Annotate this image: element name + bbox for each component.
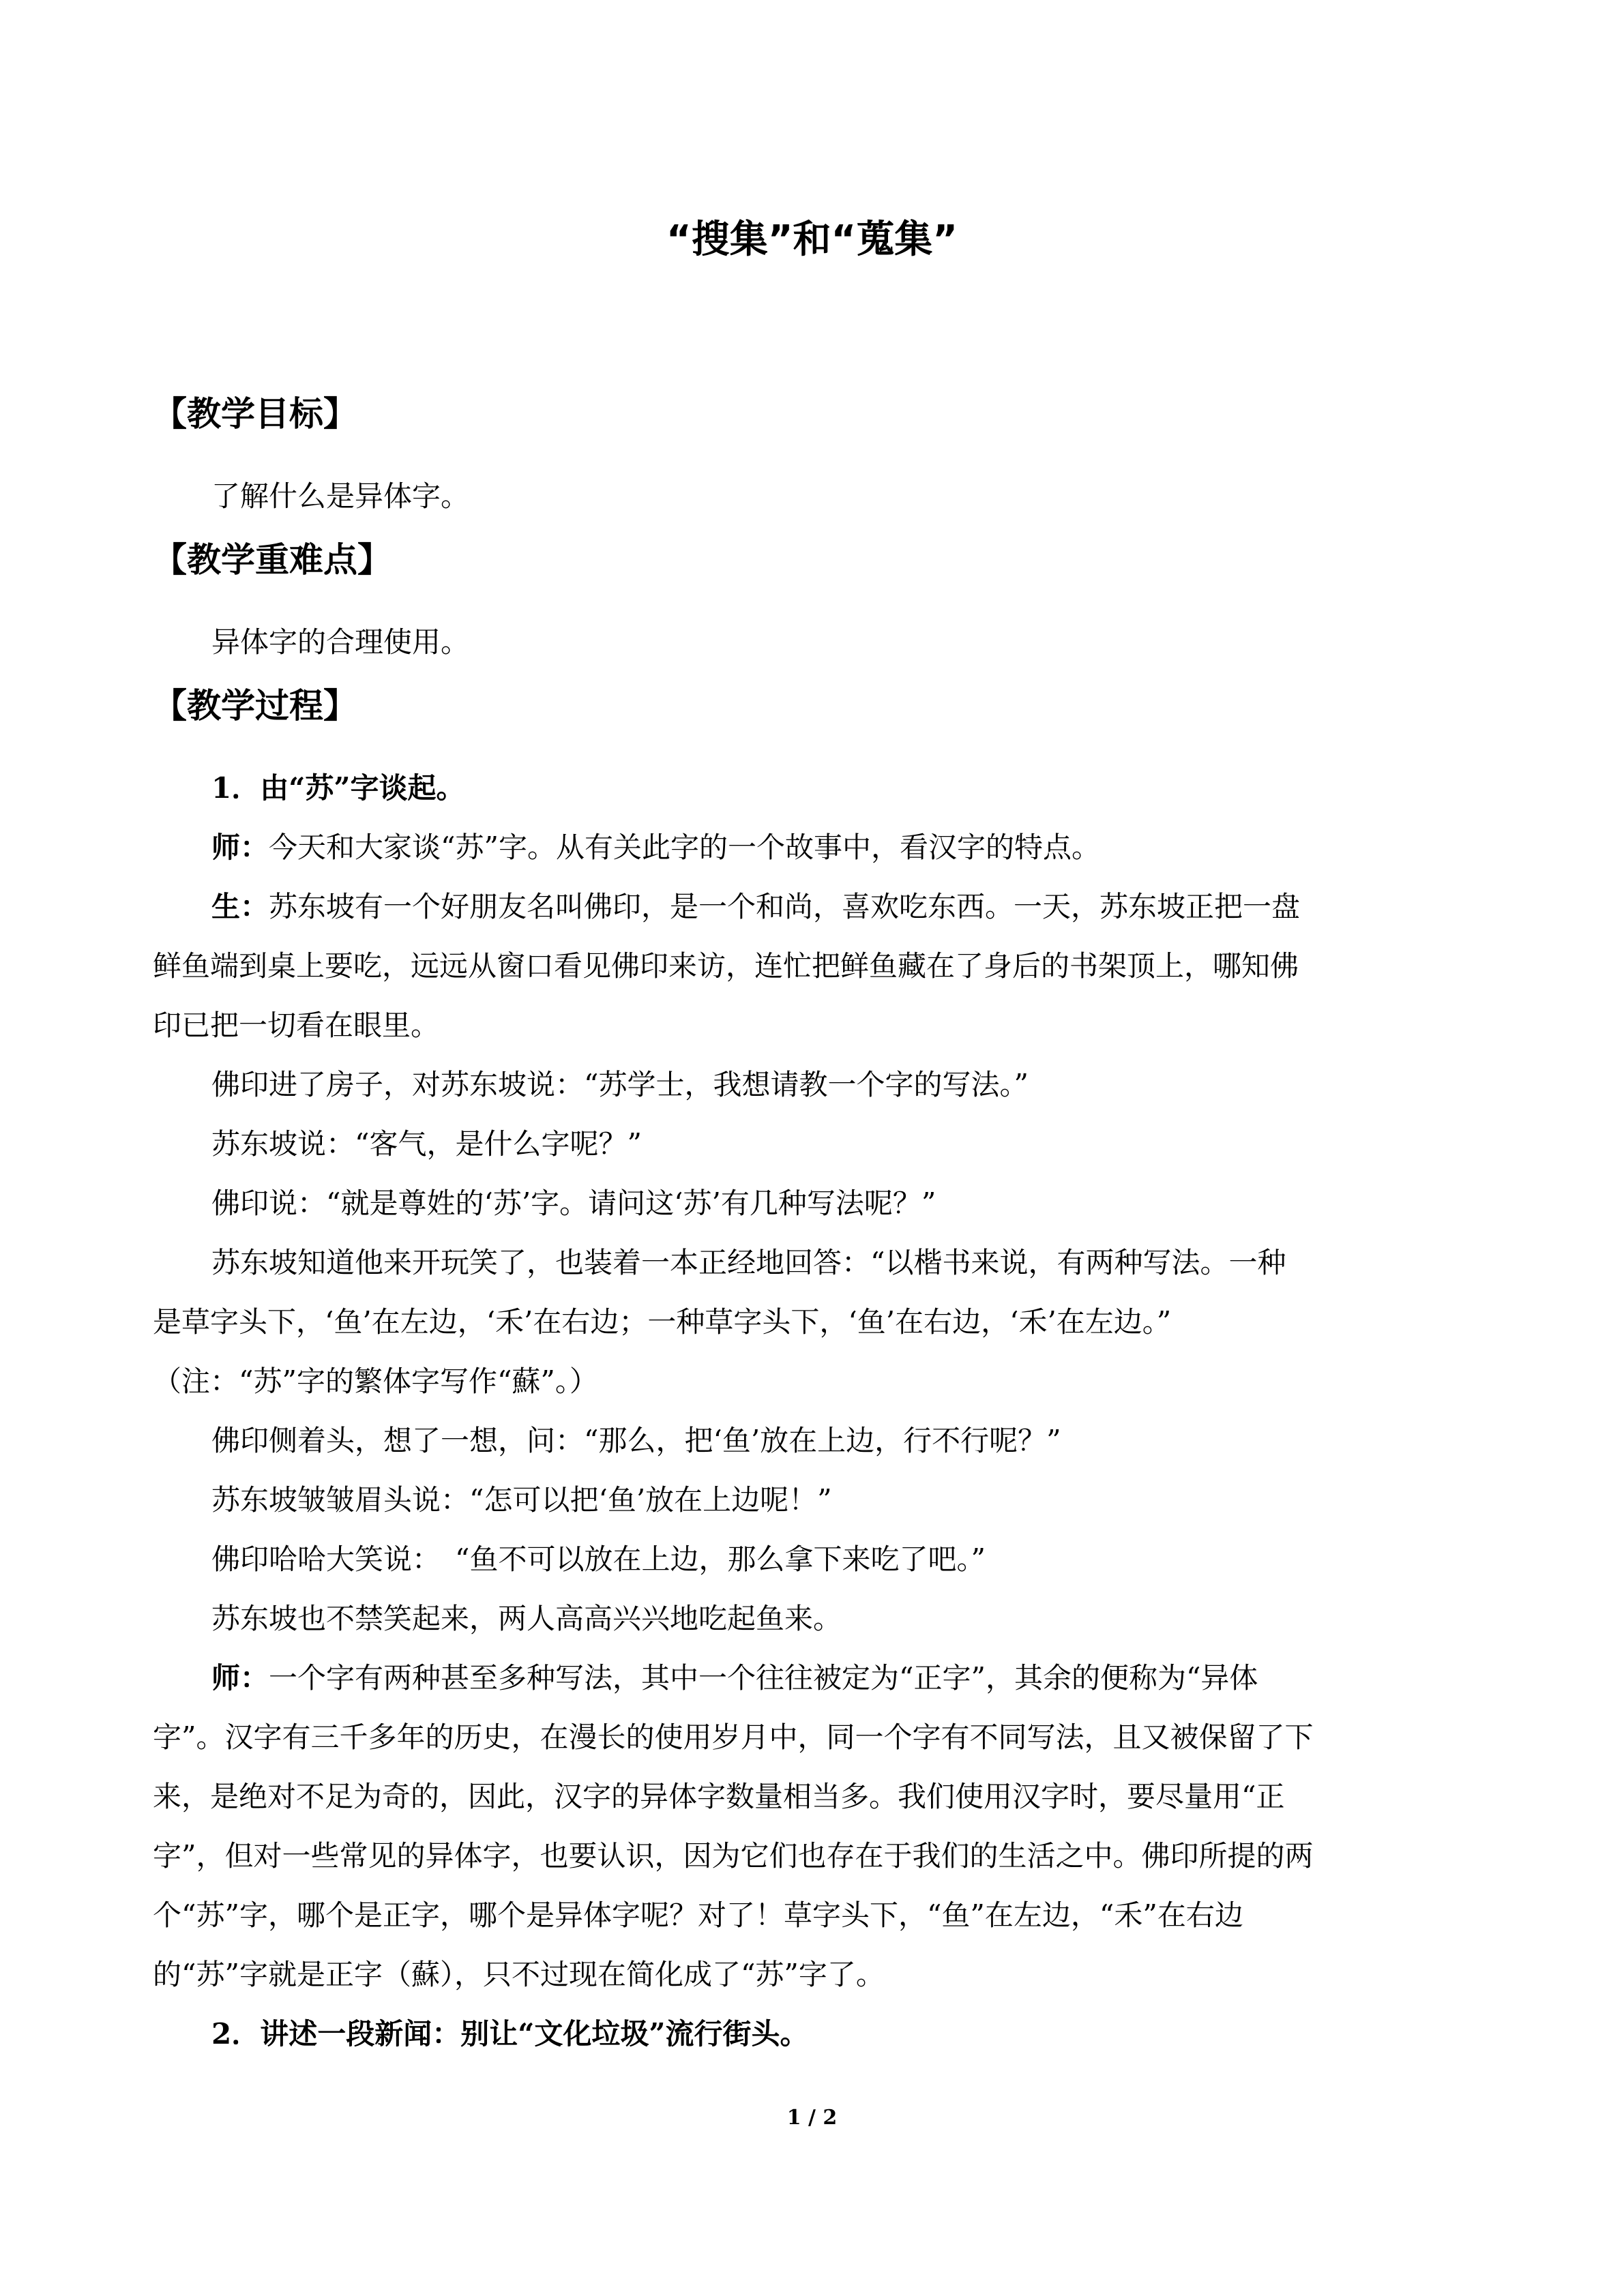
paragraph-teacher-2-line-5: 个“苏”字，哪个是正字，哪个是异体字呢？对了！草字头下，“鱼”在左边，“禾”在右边 — [153, 1898, 1243, 1932]
key-points-text: 异体字的合理使用。 — [211, 625, 470, 659]
heading-key-points: 【教学重难点】 — [153, 540, 392, 580]
paragraph-teacher-2-line-3: 来，是绝对不足为奇的，因此，汉字的异体字数量相当多。我们使用汉字时，要尽量用“正 — [153, 1780, 1285, 1813]
paragraph-dialogue-4-line-2: 是草字头下，‘鱼’在左边，‘禾’在右边；一种草字头下，‘鱼’在右边，‘禾’在左边。” — [153, 1305, 1172, 1339]
speaker-label: 生： — [211, 890, 269, 923]
page-number: 1 / 2 — [786, 2106, 838, 2130]
heading-teaching-goals: 【教学目标】 — [153, 394, 357, 434]
paragraph-dialogue-4-line-1: 苏东坡知道他来开玩笑了，也装着一本正经地回答：“以楷书来说，有两种写法。一种 — [211, 1246, 1286, 1279]
paragraph-teacher-2-line-2: 字”。汉字有三千多年的历史，在漫长的使用岁月中，同一个字有不同写法，且又被保留了下 — [153, 1720, 1314, 1754]
speaker-label: 师： — [211, 831, 269, 864]
paragraph-dialogue-6: 苏东坡皱皱眉头说：“怎可以把‘鱼’放在上边呢！” — [211, 1483, 832, 1517]
paragraph-student-line-2: 鲜鱼端到桌上要吃，远远从窗口看见佛印来访，连忙把鲜鱼藏在了身后的书架顶上，哪知佛 — [153, 949, 1299, 983]
section-1-title: 1．由“苏”字谈起。 — [211, 771, 465, 805]
teaching-goals-text: 了解什么是异体字。 — [211, 479, 470, 513]
paragraph-dialogue-7: 佛印哈哈大笑说： “鱼不可以放在上边，那么拿下来吃了吧。” — [211, 1542, 986, 1576]
paragraph-teacher-2-line-4: 字”，但对一些常见的异体字，也要认识，因为它们也存在于我们的生活之中。佛印所提的两 — [153, 1839, 1314, 1873]
paragraph-teacher-1 — [153, 818, 1456, 878]
paragraph-dialogue-5: 佛印侧着头，想了一想，问：“那么，把‘鱼’放在上边，行不行呢？” — [211, 1424, 1061, 1457]
heading-teaching-process: 【教学过程】 — [153, 686, 357, 726]
speaker-label: 师： — [211, 1661, 269, 1695]
paragraph-text: 今天和大家谈“苏”字。从有关此字的一个故事中，看汉字的特点。 — [269, 831, 1100, 864]
paragraph-teacher-2-line-1 — [153, 1648, 1456, 1708]
page-title: “搜集”和“蒐集” — [666, 218, 958, 262]
paragraph-text: 苏东坡有一个好朋友名叫佛印，是一个和尚，喜欢吃东西。一天，苏东坡正把一盘 — [269, 890, 1301, 923]
paragraph-student-line-1 — [153, 877, 1456, 937]
paragraph-student-line-3: 印已把一切看在眼里。 — [153, 1009, 440, 1042]
paragraph-dialogue-4-note: （注：“苏”字的繁体字写作“蘇”。） — [153, 1365, 598, 1398]
paragraph-dialogue-1: 佛印进了房子，对苏东坡说：“苏学士，我想请教一个字的写法。” — [211, 1068, 1029, 1101]
section-2-title: 2．讲述一段新闻：别让“文化垃圾”流行街头。 — [211, 2017, 809, 2051]
paragraph-dialogue-8: 苏东坡也不禁笑起来，两人高高兴兴地吃起鱼来。 — [211, 1602, 842, 1635]
paragraph-text: 一个字有两种甚至多种写法，其中一个往往被定为“正字”，其余的便称为“异体 — [269, 1661, 1258, 1695]
paragraph-dialogue-3: 佛印说：“就是尊姓的‘苏’字。请问这‘苏’有几种写法呢？” — [211, 1187, 936, 1220]
paragraph-dialogue-2: 苏东坡说：“客气，是什么字呢？” — [211, 1127, 642, 1161]
paragraph-teacher-2-line-6: 的“苏”字就是正字（蘇），只不过现在简化成了“苏”字了。 — [153, 1958, 885, 1991]
